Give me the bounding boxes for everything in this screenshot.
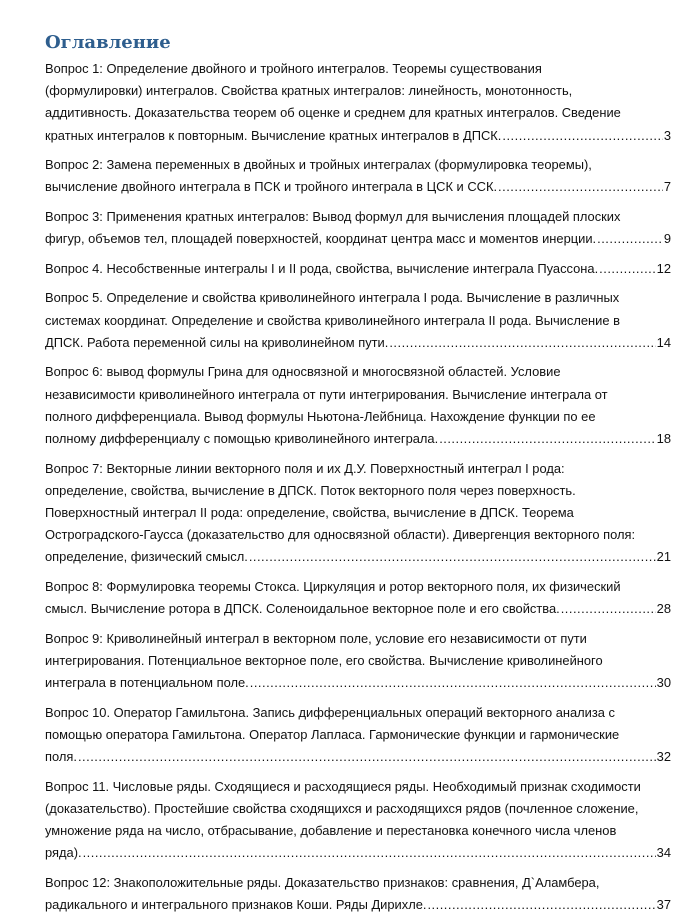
dot-leader — [78, 746, 656, 768]
toc-entry[interactable] — [45, 206, 671, 250]
toc-page-number: 9 — [663, 231, 671, 247]
toc-entry-line: интегрирования. Потенциальное векторное поле, его свойства. Вычисление криволинейного — [45, 653, 603, 668]
toc-entry-last-line — [45, 228, 671, 250]
toc-entry-line: Вопрос 6: вывод формулы Грина для односвязной и многосвязной областей. Условие — [45, 364, 561, 380]
toc-entry-line: Вопрос 5. Определение и свойства криволинейного интеграла I рода. Вычисление в различных — [45, 290, 620, 306]
dot-leader — [83, 842, 656, 864]
toc-entry-line: Поверхностный интеграл II рода: определение, свойства, вычисление в ДПСК. Теорема — [45, 505, 574, 520]
dot-leader — [250, 672, 656, 694]
toc-entry[interactable] — [45, 458, 671, 569]
toc-heading: Оглавление — [45, 32, 171, 53]
toc-entry-line: Вопрос 9: Криволинейный интеграл в векторном поле, условие его независимости от пути — [45, 630, 587, 646]
dot-leader — [599, 258, 655, 280]
toc-entry-line: Вопрос 2: Замена переменных в двойных и тройных интегралах (формулировка теоремы), — [45, 157, 592, 173]
toc-page-number: 3 — [663, 127, 671, 143]
toc-entry-line: Вопрос 10. Оператор Гамильтона. Запись дифференциальных операций векторного анализа с — [45, 704, 615, 720]
toc-entry[interactable] — [45, 702, 671, 769]
toc-page-number: 18 — [656, 431, 671, 446]
dot-leader — [389, 332, 655, 354]
toc-entry-line: системах координат. Определение и свойства криволинейного интеграла II рода. Вычисление в — [45, 312, 620, 328]
dot-leader — [439, 428, 655, 450]
toc-entry-line: аддитивность. Доказательства теорем об оценке и среднем для кратных интегралов. Сведение — [45, 105, 621, 121]
toc-page-number: 28 — [656, 601, 671, 617]
toc-entry-line: ДПСК. Работа переменной силы на криволинейном пути. — [45, 334, 389, 350]
toc-page-number: 30 — [656, 675, 671, 691]
toc-entry-line: ряда). — [45, 845, 82, 861]
toc-entry-last-line — [45, 258, 671, 280]
toc-list — [45, 58, 671, 916]
toc-page-number: 37 — [656, 897, 671, 913]
toc-page-number: 14 — [656, 334, 671, 350]
toc-entry-line: кратных интегралов к повторным. Вычисление кратных интегралов в ДПСК. — [45, 127, 502, 143]
dot-leader — [427, 894, 655, 916]
toc-entry-last-line — [45, 546, 671, 568]
toc-entry-line: Вопрос 4. Несобственные интегралы I и II рода, свойства, вычисление интеграла Пуассона. — [45, 260, 599, 276]
toc-entry-line: полного дифференциала. Вывод формулы Ньютона-Лейбница. Нахождение функции по ее — [45, 408, 596, 424]
toc-entry-last-line — [45, 428, 671, 450]
toc-entry[interactable] — [45, 287, 671, 354]
toc-entry-line: независимости криволинейного интеграла от пути интегрирования. Вычисление интеграла от — [45, 386, 608, 402]
toc-entry-line: определение, свойства, вычисление в ДПСК. Поток векторного поля через поверхность. — [45, 482, 576, 498]
toc-entry[interactable] — [45, 628, 671, 695]
toc-entry[interactable] — [45, 361, 671, 450]
toc-page-number: 34 — [656, 845, 671, 861]
toc-entry-line: интеграла в потенциальном поле. — [45, 675, 249, 691]
toc-page-number: 7 — [663, 179, 671, 195]
toc-entry[interactable] — [45, 776, 671, 865]
toc-entry-line: Вопрос 8: Формулировка теоремы Стокса. Циркуляция и ротор векторного поля, их физический — [45, 579, 621, 594]
toc-entry-line: умножение ряда на число, отбрасывание, добавление и перестановка конечного числа членов — [45, 823, 617, 839]
toc-entry-line: Вопрос 11. Числовые ряды. Сходящиеся и расходящиеся ряды. Необходимый признак сходимости — [45, 778, 641, 794]
toc-entry-line: Остроградского-Гаусса (доказательство для односвязной области). Дивергенция векторного поля: — [45, 527, 636, 543]
dot-leader — [597, 228, 663, 250]
toc-entry-last-line — [45, 125, 671, 147]
toc-entry[interactable] — [45, 154, 671, 198]
toc-entry-last-line — [45, 598, 671, 620]
toc-entry-line: Вопрос 1: Определение двойного и тройного интегралов. Теоремы существования — [45, 61, 542, 76]
toc-entry-line: (доказательство). Простейшие свойства сходящихся и расходящихся рядов (почленное сложение, — [45, 801, 639, 816]
toc-entry-last-line — [45, 842, 671, 864]
toc-entry-line: смысл. Вычисление ротора в ДПСК. Соленоидальное векторное поле и его свойства. — [45, 601, 560, 617]
toc-entry[interactable] — [45, 58, 671, 147]
toc-entry-last-line — [45, 672, 671, 694]
toc-entry-line: радикального и интегрального признаков Коши. Ряды Дирихле. — [45, 897, 427, 913]
toc-entry-line: фигур, объемов тел, площадей поверхностей, координат центра масс и моментов инерции. — [45, 231, 597, 247]
dot-leader — [561, 598, 656, 620]
toc-entry-last-line — [45, 894, 671, 916]
toc-entry-line: помощью оператора Гамильтона. Оператор Лапласа. Гармонические функции и гармонические — [45, 727, 620, 742]
toc-page-number: 12 — [656, 260, 671, 276]
toc-entry-last-line — [45, 176, 671, 198]
toc-entry-last-line — [45, 332, 671, 354]
toc-entry-line: Вопрос 7: Векторные линии векторного поля и их Д.У. Поверхностный интеграл I рода: — [45, 460, 565, 476]
toc-entry-line: поля. — [45, 749, 77, 765]
toc-entry-line: вычисление двойного интеграла в ПСК и тройного интеграла в ЦСК и ССК. — [45, 179, 498, 195]
toc-entry[interactable] — [45, 576, 671, 620]
toc-entry-last-line — [45, 746, 671, 768]
dot-leader — [502, 125, 662, 147]
dot-leader — [249, 546, 656, 568]
toc-entry[interactable] — [45, 258, 671, 280]
toc-page-number: 21 — [656, 549, 671, 565]
toc-entry-line: Вопрос 12: Знакоположительные ряды. Доказательство признаков: сравнения, Д`Аламбера, — [45, 875, 600, 890]
toc-entry-line: полному дифференциалу с помощью криволинейного интеграла. — [45, 431, 439, 446]
toc-entry-line: Вопрос 3: Применения кратных интегралов: Вывод формул для вычисления площадей плоских — [45, 209, 621, 224]
toc-entry-line: определение, физический смысл. — [45, 549, 248, 565]
toc-entry[interactable] — [45, 872, 671, 916]
toc-page-number: 32 — [656, 749, 671, 765]
dot-leader — [498, 176, 663, 198]
toc-entry-line: (формулировки) интегралов. Свойства кратных интегралов: линейность, монотонность, — [45, 83, 573, 99]
